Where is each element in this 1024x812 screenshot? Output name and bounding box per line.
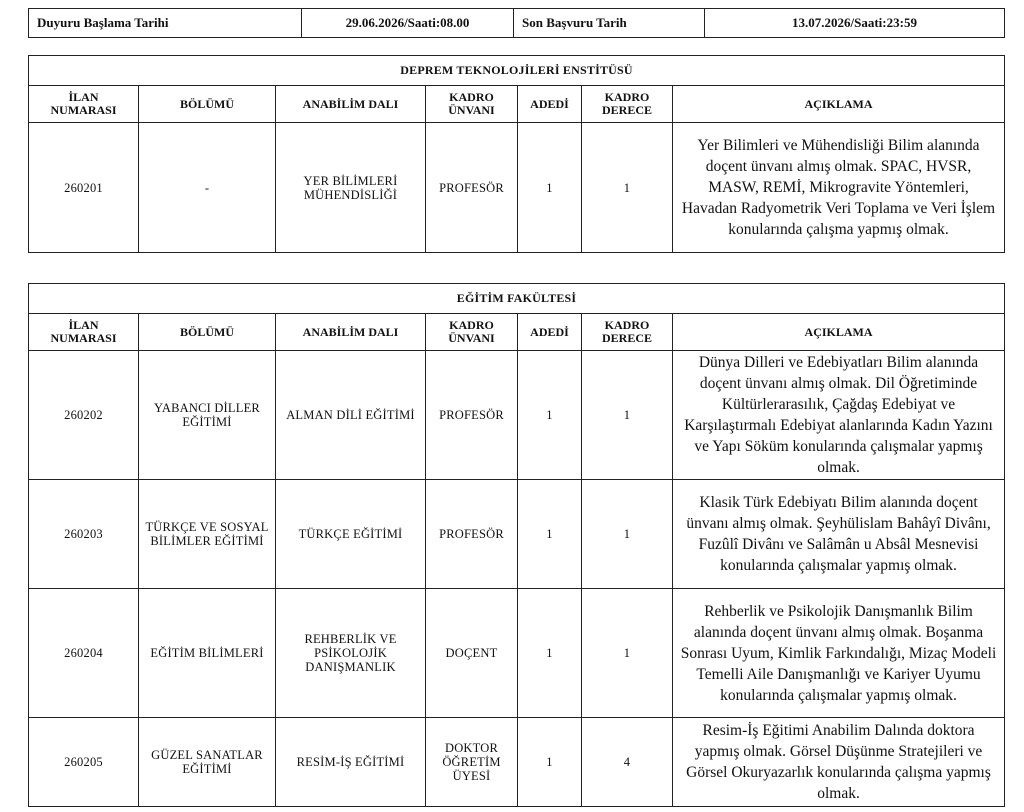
section-title: DEPREM TEKNOLOJİLERİ ENSTİTÜSÜ [29,56,1005,86]
derece-cell: 1 [582,351,673,480]
adet-cell: 1 [518,351,582,480]
col-header-bolum: BÖLÜMÜ [139,86,276,123]
aciklama-cell: Klasik Türk Edebiyatı Bilim alanında doçent ünvanı almış olmak. Şeyhülislam Bahâyî Divânı, Fuzûlî Divânı ve Salâmân u Absâl Mesnevisi konularında çalışmalar yapmış olmak. [673,480,1005,589]
bolum-cell: GÜZEL SANATLAR EĞİTİMİ [139,718,276,807]
anabilim-cell: YER BİLİMLERİ MÜHENDİSLİĞİ [276,123,426,253]
dates-row [29,9,1005,38]
adet-cell: 1 [518,123,582,253]
table-row [29,123,1005,253]
start-date-label: Duyuru Başlama Tarihi [29,9,302,38]
adet-cell: 1 [518,480,582,589]
anabilim-cell: RESİM-İŞ EĞİTİMİ [276,718,426,807]
table-row [29,589,1005,718]
ilan-number: 260203 [29,480,139,589]
bolum-cell: - [139,123,276,253]
table-row [29,480,1005,589]
col-header-bolum: BÖLÜMÜ [139,314,276,351]
anabilim-cell: REHBERLİK VE PSİKOLOJİK DANIŞMANLIK [276,589,426,718]
col-header-aciklama: AÇIKLAMA [673,314,1005,351]
section-title: EĞİTİM FAKÜLTESİ [29,284,1005,314]
col-header-derece: KADRO DERECE [582,314,673,351]
ilan-number: 260202 [29,351,139,480]
unvan-cell: PROFESÖR [426,123,518,253]
unvan-cell: PROFESÖR [426,351,518,480]
table-row [29,718,1005,807]
col-header-anabilim: ANABİLİM DALI [276,86,426,123]
ilan-number: 260204 [29,589,139,718]
aciklama-cell: Rehberlik ve Psikolojik Danışmanlık Bilim alanında doçent ünvanı almış olmak. Boşanma Sonrası Uyum, Kimlik Farkındalığı, Mizaç Modeli Temelli Aile Danışmanlığı ve Kariyer Uyumu konularında çalışmalar yapmış olmak. [673,589,1005,718]
start-date-value: 29.06.2026/Saati:08.00 [302,9,514,38]
derece-cell: 1 [582,480,673,589]
aciklama-cell: Dünya Dilleri ve Edebiyatları Bilim alanında doçent ünvanı almış olmak. Dil Öğretiminde Kültürlerarasılık, Çağdaş Edebiyat ve Karşılaştırmalı Edebiyat alanlarında Kadın Yazını ve Yapı Söküm konularında çalışmalar yapmış olmak. [673,351,1005,480]
ilan-number: 260201 [29,123,139,253]
col-header-ilan: İLAN NUMARASI [29,86,139,123]
bolum-cell: TÜRKÇE VE SOSYAL BİLİMLER EĞİTİMİ [139,480,276,589]
col-header-anabilim: ANABİLİM DALI [276,314,426,351]
section-table-deprem [28,55,1005,253]
aciklama-cell: Yer Bilimleri ve Mühendisliği Bilim alanında doçent ünvanı almış olmak. SPAC, HVSR, MASW, REMİ, Mikrogravite Yöntemleri, Havadan Radyometrik Veri Toplama ve Veri İşlem konularında çalışma yapmış olmak. [673,123,1005,253]
deadline-label: Son Başvuru Tarih [514,9,705,38]
table-row [29,351,1005,480]
derece-cell: 1 [582,123,673,253]
deadline-value: 13.07.2026/Saati:23:59 [705,9,1005,38]
col-header-ilan: İLAN NUMARASI [29,314,139,351]
col-header-adet: ADEDİ [518,86,582,123]
ilan-number: 260205 [29,718,139,807]
derece-cell: 4 [582,718,673,807]
bolum-cell: EĞİTİM BİLİMLERİ [139,589,276,718]
section-table-egitim [28,283,1005,807]
unvan-cell: DOKTOR ÖĞRETİM ÜYESİ [426,718,518,807]
anabilim-cell: TÜRKÇE EĞİTİMİ [276,480,426,589]
adet-cell: 1 [518,718,582,807]
col-header-unvan: KADRO ÜNVANI [426,314,518,351]
col-header-derece: KADRO DERECE [582,86,673,123]
anabilim-cell: ALMAN DİLİ EĞİTİMİ [276,351,426,480]
aciklama-cell: Resim-İş Eğitimi Anabilim Dalında doktora yapmış olmak. Görsel Düşünme Stratejileri ve Görsel Okuryazarlık konularında çalışma yapmış olmak. [673,718,1005,807]
unvan-cell: PROFESÖR [426,480,518,589]
unvan-cell: DOÇENT [426,589,518,718]
announcement-dates-table [28,8,1005,38]
column-header-row [29,314,1005,351]
bolum-cell: YABANCI DİLLER EĞİTİMİ [139,351,276,480]
col-header-adet: ADEDİ [518,314,582,351]
col-header-aciklama: AÇIKLAMA [673,86,1005,123]
col-header-unvan: KADRO ÜNVANI [426,86,518,123]
column-header-row [29,86,1005,123]
adet-cell: 1 [518,589,582,718]
derece-cell: 1 [582,589,673,718]
